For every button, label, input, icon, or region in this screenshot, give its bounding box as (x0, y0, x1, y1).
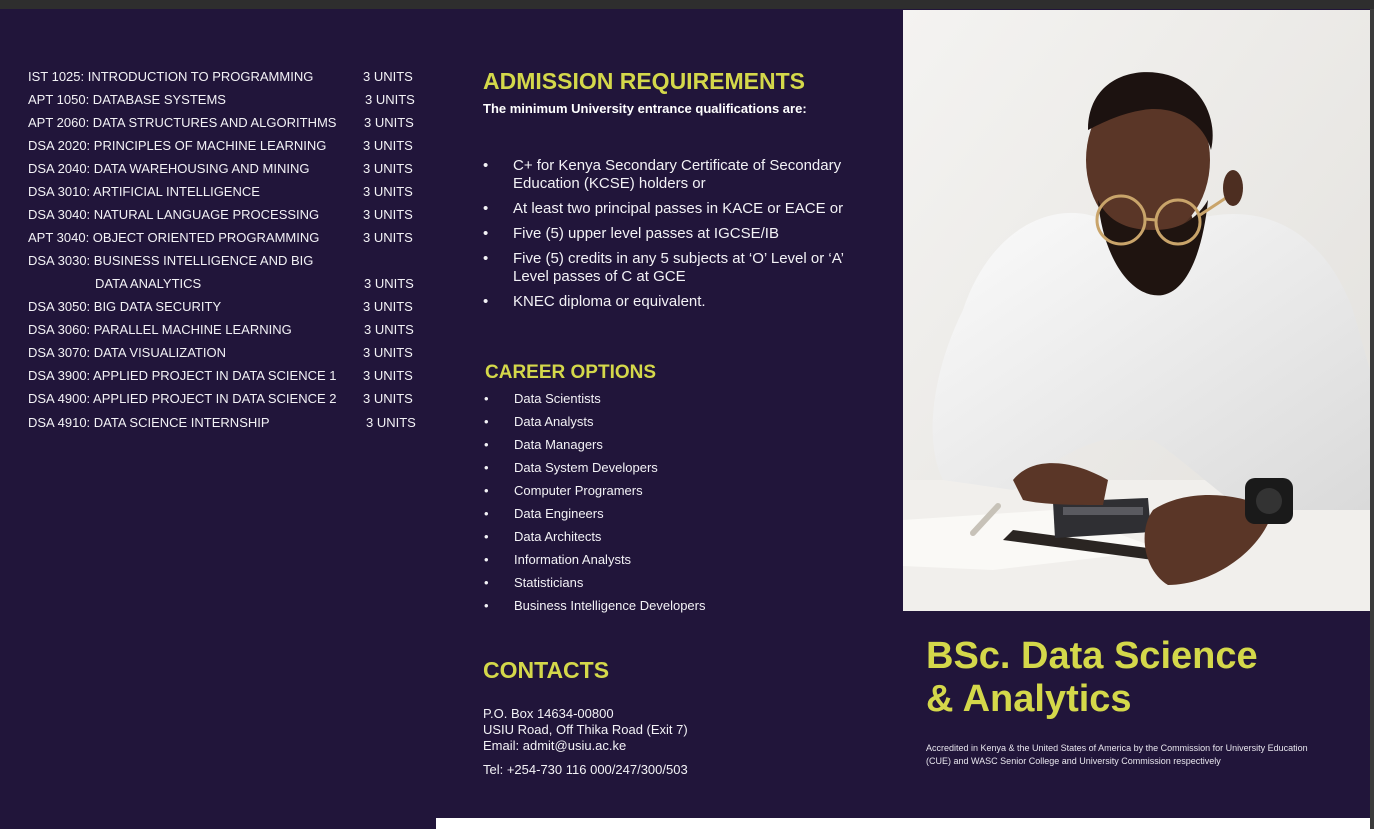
career-item-text: Data Managers (514, 437, 603, 452)
admission-item-text: KNEC diploma or equivalent. (513, 293, 706, 310)
next-page-edge (436, 818, 1370, 829)
course-name: DSA 3900: APPLIED PROJECT IN DATA SCIENCE 1 (28, 368, 337, 383)
course-name: DSA 2040: DATA WAREHOUSING AND MINING (28, 161, 310, 176)
bullet-icon: • (483, 293, 489, 310)
career-item-text: Data Architects (514, 529, 602, 544)
bullet-icon: • (484, 460, 489, 475)
program-title (926, 635, 1258, 721)
career-item-text: Data Analysts (514, 414, 594, 429)
bullet-icon: • (483, 157, 489, 174)
bullet-icon: • (484, 598, 489, 613)
admission-subtitle: The minimum University entrance qualifications are: (483, 101, 807, 116)
bullet-icon: • (484, 483, 489, 498)
bullet-icon: • (484, 437, 489, 452)
course-units: 3 UNITS (365, 92, 415, 107)
course-units: 3 UNITS (364, 276, 414, 291)
course-units: 3 UNITS (363, 391, 413, 406)
course-name: IST 1025: INTRODUCTION TO PROGRAMMING (28, 69, 314, 84)
brochure-page (0, 9, 1370, 829)
course-units: 3 UNITS (363, 184, 413, 199)
viewer-top-bar (0, 0, 1374, 9)
career-item-text: Information Analysts (514, 552, 632, 567)
bullet-icon: • (483, 250, 489, 267)
career-item-text: Data Engineers (514, 506, 604, 521)
student-photo (903, 10, 1370, 611)
course-units: 3 UNITS (366, 415, 416, 430)
career-item-text: Business Intelligence Developers (514, 598, 706, 613)
course-units: 3 UNITS (363, 345, 413, 360)
course-units: 3 UNITS (363, 368, 413, 383)
admission-item-text: Five (5) credits in any 5 subjects at ‘O’ Level or ‘A’ (513, 250, 844, 267)
program-title-line-2: & Analytics (926, 678, 1132, 720)
contact-phone: Tel: +254-730 116 000/247/300/503 (483, 762, 688, 777)
course-name: DSA 3030: BUSINESS INTELLIGENCE AND BIG (28, 253, 314, 268)
course-name: DSA 3060: PARALLEL MACHINE LEARNING (28, 322, 292, 337)
bullet-icon: • (484, 414, 489, 429)
career-title: CAREER OPTIONS (485, 362, 657, 383)
contact-address: USIU Road, Off Thika Road (Exit 7) (483, 722, 688, 737)
course-name: APT 3040: OBJECT ORIENTED PROGRAMMING (28, 230, 320, 245)
admission-title: ADMISSION REQUIREMENTS (483, 68, 806, 94)
course-units: 3 UNITS (363, 230, 413, 245)
accreditation-note: Accredited in Kenya & the United States of America by the Commission for University Education (CUE) and WASC Senior College and University Commission respectively (926, 743, 1308, 766)
course-name: DSA 3010: ARTIFICIAL INTELLIGENCE (28, 184, 260, 199)
course-name: DSA 4910: DATA SCIENCE INTERNSHIP (28, 415, 270, 430)
course-name: DSA 3070: DATA VISUALIZATION (28, 345, 226, 360)
course-units: 3 UNITS (364, 322, 414, 337)
admission-item-text-continued: Education (KCSE) holders or (513, 175, 706, 192)
course-units: 3 UNITS (363, 161, 413, 176)
bullet-icon: • (484, 552, 489, 567)
program-title-line-1: BSc. Data Science (926, 635, 1258, 677)
admission-item-text: Five (5) upper level passes at IGCSE/IB (513, 225, 779, 242)
page-bottom-edge (0, 818, 436, 829)
course-name: DSA 4900: APPLIED PROJECT IN DATA SCIENCE 2 (28, 391, 337, 406)
course-name: DSA 3050: BIG DATA SECURITY (28, 299, 222, 314)
course-name: DSA 3040: NATURAL LANGUAGE PROCESSING (28, 207, 320, 222)
course-units: 3 UNITS (363, 138, 413, 153)
course-units: 3 UNITS (363, 207, 413, 222)
viewer-right-gap (1370, 9, 1374, 829)
course-name-continued: DATA ANALYTICS (95, 276, 202, 291)
bullet-icon: • (483, 200, 489, 217)
contacts-title: CONTACTS (483, 657, 610, 683)
course-name: DSA 2020: PRINCIPLES OF MACHINE LEARNING (28, 138, 327, 153)
bullet-icon: • (484, 529, 489, 544)
course-units: 3 UNITS (363, 69, 413, 84)
career-item-text: Data System Developers (514, 460, 658, 475)
course-units: 3 UNITS (364, 115, 414, 130)
bullet-icon: • (483, 225, 489, 242)
admission-item-text: C+ for Kenya Secondary Certificate of Secondary (513, 157, 842, 174)
admission-item-text-continued: Level passes of C at GCE (513, 268, 686, 285)
contact-email: Email: admit@usiu.ac.ke (483, 738, 627, 753)
course-units: 3 UNITS (363, 299, 413, 314)
career-item-text: Computer Programers (514, 483, 643, 498)
bullet-icon: • (484, 575, 489, 590)
career-item-text: Data Scientists (514, 391, 601, 406)
career-item-text: Statisticians (514, 575, 584, 590)
admission-item-text: At least two principal passes in KACE or EACE or (513, 200, 844, 217)
course-name: APT 1050: DATABASE SYSTEMS (28, 92, 226, 107)
bullet-icon: • (484, 506, 489, 521)
course-name: APT 2060: DATA STRUCTURES AND ALGORITHMS (28, 115, 337, 130)
bullet-icon: • (484, 391, 489, 406)
contact-po-box: P.O. Box 14634-00800 (483, 706, 614, 721)
